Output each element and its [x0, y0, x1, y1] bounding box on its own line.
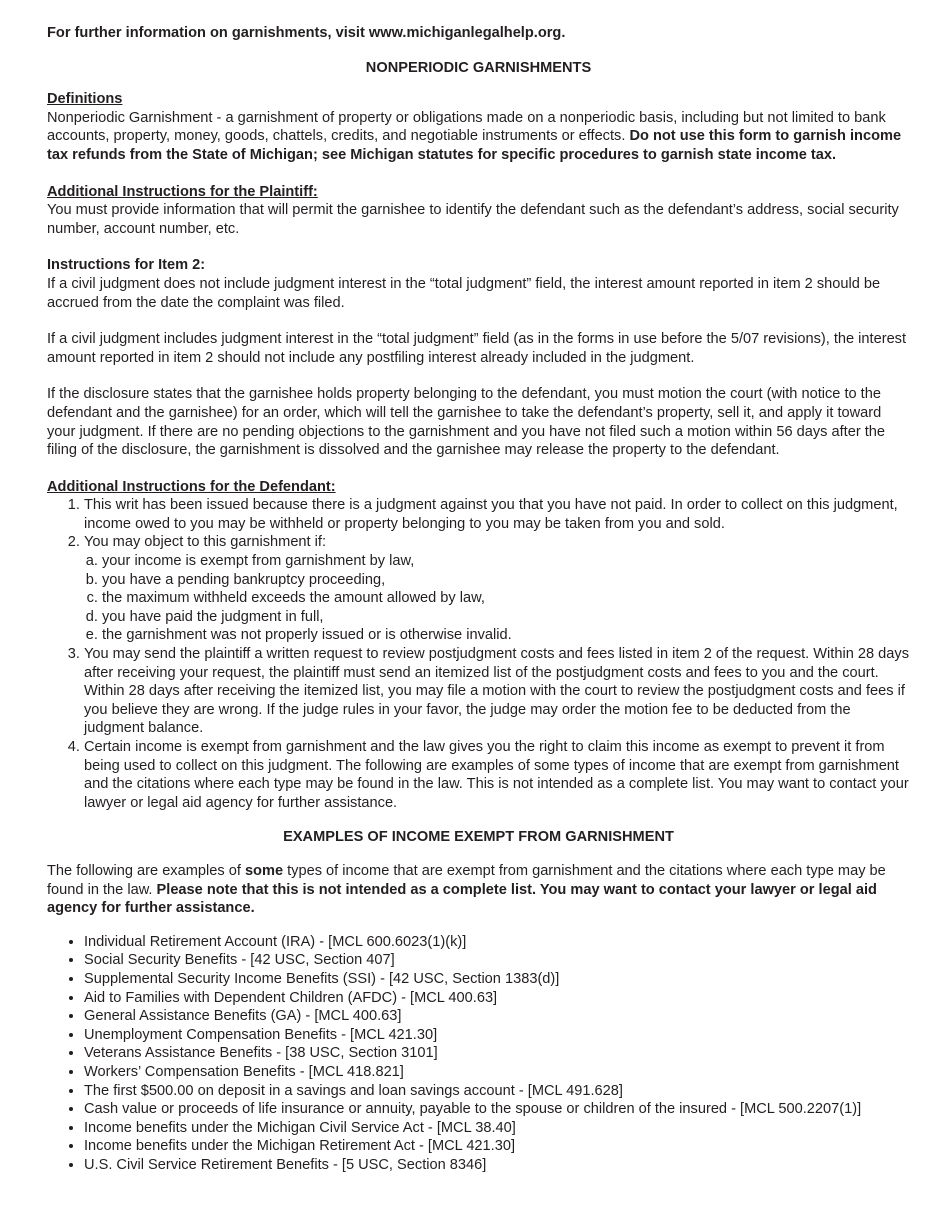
list-item: a. your income is exempt from garnishment by law,: [102, 552, 910, 571]
list-item: c. the maximum withheld exceeds the amount allowed by law,: [102, 589, 910, 608]
definitions-warning: Do not use this form to garnish income tax refunds from the State of Michigan; see Michigan statutes for specific procedures to garnish state income tax.: [47, 128, 902, 163]
list-item: e. the garnishment was not properly issued or is otherwise invalid.: [102, 626, 910, 645]
list-item: • Workers’ Compensation Benefits - [MCL 418.821]: [84, 1063, 910, 1082]
examples-intro-bold-word: some: [244, 862, 284, 879]
list-item: • Income benefits under the Michigan Civil Service Act - [MCL 38.40]: [84, 1119, 910, 1138]
examples-intro-post: types of income that are exempt from garnishment and the citations where each type may be found in the law.: [47, 862, 886, 898]
further-info-line: For further information on garnishments, visit www.michiganlegalhelp.org.: [47, 25, 566, 41]
list-item: • Cash value or proceeds of life insurance or annuity, payable to the spouse or children of the insured - [MCL 500.2207(1)]: [84, 1100, 910, 1119]
list-item: • Aid to Families with Dependent Children (AFDC) - [MCL 400.63]: [84, 989, 910, 1008]
examples-intro: [47, 862, 910, 918]
defendant-instructions-list: [47, 496, 910, 812]
list-item: • The first $500.00 on deposit in a savings and loan savings account - [MCL 491.628]: [84, 1082, 910, 1101]
plaintiff-heading: Additional Instructions for the Plaintiff:: [47, 183, 318, 200]
objection-list: [84, 552, 910, 645]
item2-paragraph-3: If the disclosure states that the garnishee holds property belonging to the defendant, you must motion the court (with notice to the defendant and the garnishee) for an order, which will tell the garnishee to take the defendant’s property, sell it, and apply it toward your judgment. If there are no pending objections to the garnishment and you have not filed such a motion within 56 days after the filing of the disclosure, the garnishment is dissolved and the garnishee may release the property to the defendant.: [47, 386, 886, 459]
objection-intro: You may object to this garnishment if:: [84, 534, 327, 551]
list-item: • Veterans Assistance Benefits - [38 USC, Section 3101]: [84, 1044, 910, 1063]
examples-intro-note: Please note that this is not intended as a complete list. You may want to contact your lawyer or legal aid agency for further assistance.: [47, 881, 877, 917]
item2-section: [47, 256, 910, 459]
list-item: 1. This writ has been issued because there is a judgment against you that you have not paid. In order to collect on this judgment, income owed to you may be withheld or property belonging to you may be taken from you and sold.: [84, 496, 910, 533]
plaintiff-section: [47, 183, 910, 239]
definitions-heading: Definitions: [47, 91, 123, 108]
list-item: [84, 533, 910, 645]
definitions-paragraph: [47, 109, 910, 165]
list-item: • U.S. Civil Service Retirement Benefits - [5 USC, Section 8346]: [84, 1156, 910, 1175]
list-item: 3. You may send the plaintiff a written request to review postjudgment costs and fees listed in item 2 of the request. Within 28 days after receiving your request, the plaintiff must send an itemized list of the postjudgment costs and fees to you and the court. Within 28 days after receiving the itemized list, you may file a motion with the court to review the postjudgment costs and fees if you believe they are wrong. If the judge rules in your favor, the judge may order the motion fee to be deducted from the judgment balance.: [84, 645, 910, 738]
list-item: b. you have a pending bankruptcy proceeding,: [102, 571, 910, 590]
examples-intro-pre: The following are examples of: [47, 862, 245, 879]
examples-title: EXAMPLES OF INCOME EXEMPT FROM GARNISHMENT: [283, 829, 674, 846]
list-item: d. you have paid the judgment in full,: [102, 608, 910, 627]
list-item: • Income benefits under the Michigan Retirement Act - [MCL 421.30]: [84, 1137, 910, 1156]
list-item: • Individual Retirement Account (IRA) - [MCL 600.6023(1)(k)]: [84, 933, 910, 952]
item2-paragraph-2: If a civil judgment includes judgment interest in the “total judgment” field (as in the forms in use before the 5/07 revisions), the interest amount reported in item 2 should not include any postfiling interest already included in the judgment.: [47, 331, 907, 366]
page-title: NONPERIODIC GARNISHMENTS: [365, 59, 592, 76]
list-item: 4. Certain income is exempt from garnishment and the law gives you the right to claim this income as exempt to prevent it from being used to collect on this judgment. The following are examples of some types of income that are exempt from garnishment and the citations where each type may be found in the law. This is not intended as a complete list. You may want to contact your lawyer or legal aid agency for further assistance.: [84, 738, 910, 812]
definitions-section: [47, 90, 910, 164]
defendant-heading: Additional Instructions for the Defendant:: [47, 478, 336, 495]
plaintiff-text: You must provide information that will permit the garnishee to identify the defendant such as the defendant’s address, social security number, account number, etc.: [47, 202, 899, 237]
defendant-section: [47, 478, 910, 813]
list-item: • Social Security Benefits - [42 USC, Section 407]: [84, 951, 910, 970]
definitions-text: Nonperiodic Garnishment - a garnishment of property or obligations made on a nonperiodic basis, including but not limited to bank accounts, property, money, goods, chattels, credits, and negotiable instruments or effects.: [47, 109, 886, 145]
item2-paragraph-1: If a civil judgment does not include judgment interest in the “total judgment” field, the interest amount reported in item 2 should be accrued from the date the complaint was filed.: [47, 275, 881, 311]
list-item: • Unemployment Compensation Benefits - [MCL 421.30]: [84, 1026, 910, 1045]
item2-heading: Instructions for Item 2:: [47, 257, 206, 274]
examples-section: [47, 828, 910, 1174]
list-item: • General Assistance Benefits (GA) - [MCL 400.63]: [84, 1007, 910, 1026]
exempt-income-list: [47, 933, 910, 1175]
list-item: • Supplemental Security Income Benefits (SSI) - [42 USC, Section 1383(d)]: [84, 970, 910, 989]
